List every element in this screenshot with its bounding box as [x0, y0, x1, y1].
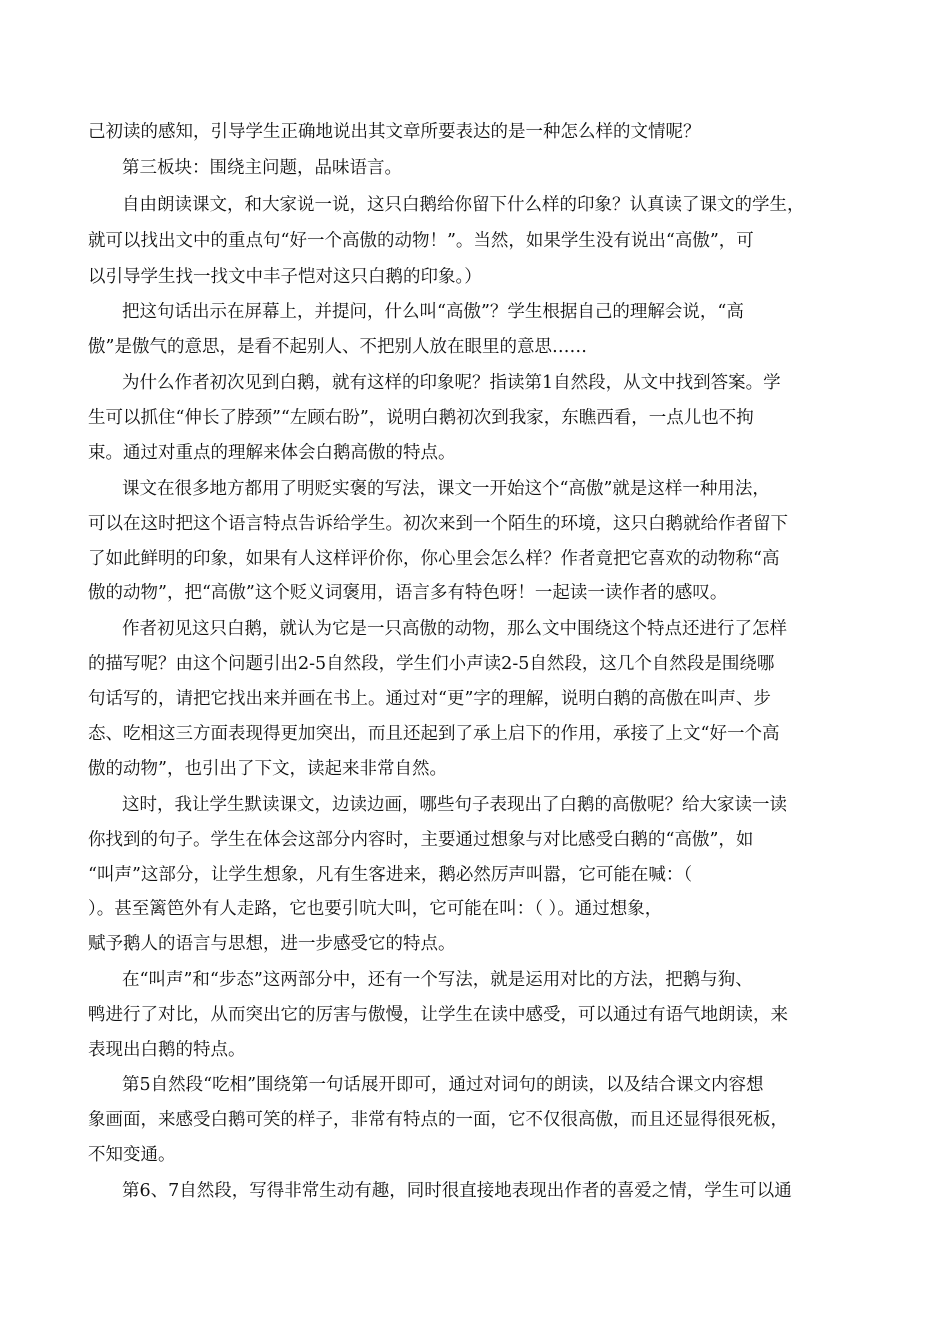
text-line: 把这句话出示在屏幕上，并提问，什么叫“高傲”？学生根据自己的理解会说，“高	[122, 302, 744, 322]
text-line: 态、吃相这三方面表现得更加突出，而且还起到了承上启下的作用，承接了上文“好一个高	[88, 724, 780, 744]
text-line: 第5自然段“吃相”围绕第一句话展开即可，通过对词句的朗读，以及结合课文内容想	[122, 1075, 764, 1095]
text-line: 就可以找出文中的重点句“好一个高傲的动物！”。当然，如果学生没有说出“高傲”，可	[88, 231, 754, 251]
text-line: 不知变通。	[88, 1145, 176, 1165]
text-line: 赋予鹅人的语言与思想，进一步感受它的特点。	[88, 934, 456, 954]
text-line: 以引导学生找一找文中丰子恺对这只白鹅的印象。）	[88, 267, 482, 287]
text-line: ）。甚至篱笆外有人走路，它也要引吭大叫，它可能在叫：（ ）。通过想象，	[88, 899, 663, 919]
text-line: 表现出白鹅的特点。	[88, 1040, 246, 1060]
text-line: 课文在很多地方都用了明贬实褒的写法，课文一开始这个“高傲”就是这样一种用法，	[122, 479, 770, 499]
text-line: 象画面，来感受白鹅可笑的样子，非常有特点的一面，它不仅很高傲，而且还显得很死板，	[88, 1110, 788, 1130]
text-line: 的描写呢？由这个问题引出2-5自然段，学生们小声读2-5自然段，这几个自然段是围绕哪	[88, 654, 775, 674]
text-line: “叫声”这部分，让学生想象，凡有生客进来，鹅必然厉声叫嚣，它可能在喊：（	[88, 865, 693, 885]
text-line: 第6、7自然段，写得非常生动有趣，同时很直接地表现出作者的喜爱之情，学生可以通	[122, 1181, 792, 1201]
text-line: 己初读的感知，引导学生正确地说出其文章所要表达的是一种怎么样的文情呢？	[88, 122, 701, 142]
text-line: 可以在这时把这个语言特点告诉给学生。初次来到一个陌生的环境，这只白鹅就给作者留下	[88, 514, 788, 534]
text-line: 生可以抓住“伸长了脖颈”“左顾右盼”，说明白鹅初次到我家，东瞧西看，一点儿也不拘	[88, 408, 754, 428]
text-line: 了如此鲜明的印象，如果有人这样评价你，你心里会怎么样？作者竟把它喜欢的动物称“高	[88, 549, 780, 569]
section-heading: 第三板块：围绕主问题，品味语言。	[122, 158, 402, 178]
text-line: 作者初见这只白鹅，就认为它是一只高傲的动物，那么文中围绕这个特点还进行了怎样	[122, 619, 787, 639]
text-line: 为什么作者初次见到白鹅，就有这样的印象呢？指读第1自然段，从文中找到答案。学	[122, 373, 781, 393]
text-line: 傲”是傲气的意思，是看不起别人、不把别人放在眼里的意思……	[88, 337, 587, 357]
text-line: 束。通过对重点的理解来体会白鹅高傲的特点。	[88, 443, 456, 463]
text-line: 傲的动物”，把“高傲”这个贬义词褒用，语言多有特色呀！一起读一读作者的感叹。	[88, 583, 728, 603]
text-line: 这时，我让学生默读课文，边读边画，哪些句子表现出了白鹅的高傲呢？给大家读一读	[122, 795, 787, 815]
text-line: 鸭进行了对比，从而突出它的厉害与傲慢，让学生在读中感受，可以通过有语气地朗读，来	[88, 1005, 788, 1025]
text-line: 你找到的句子。学生在体会这部分内容时，主要通过想象与对比感受白鹅的“高傲”，如	[88, 830, 754, 850]
text-line: 傲的动物”，也引出了下文，读起来非常自然。	[88, 759, 447, 779]
text-line: 自由朗读课文，和大家说一说，这只白鹅给你留下什么样的印象？认真读了课文的学生，	[122, 195, 805, 215]
text-line: 句话写的，请把它找出来并画在书上。通过对“更”字的理解，说明白鹅的高傲在叫声、步	[88, 689, 771, 709]
text-line: 在“叫声”和“步态”这两部分中，还有一个写法，就是运用对比的方法，把鹅与狗、	[122, 970, 753, 990]
